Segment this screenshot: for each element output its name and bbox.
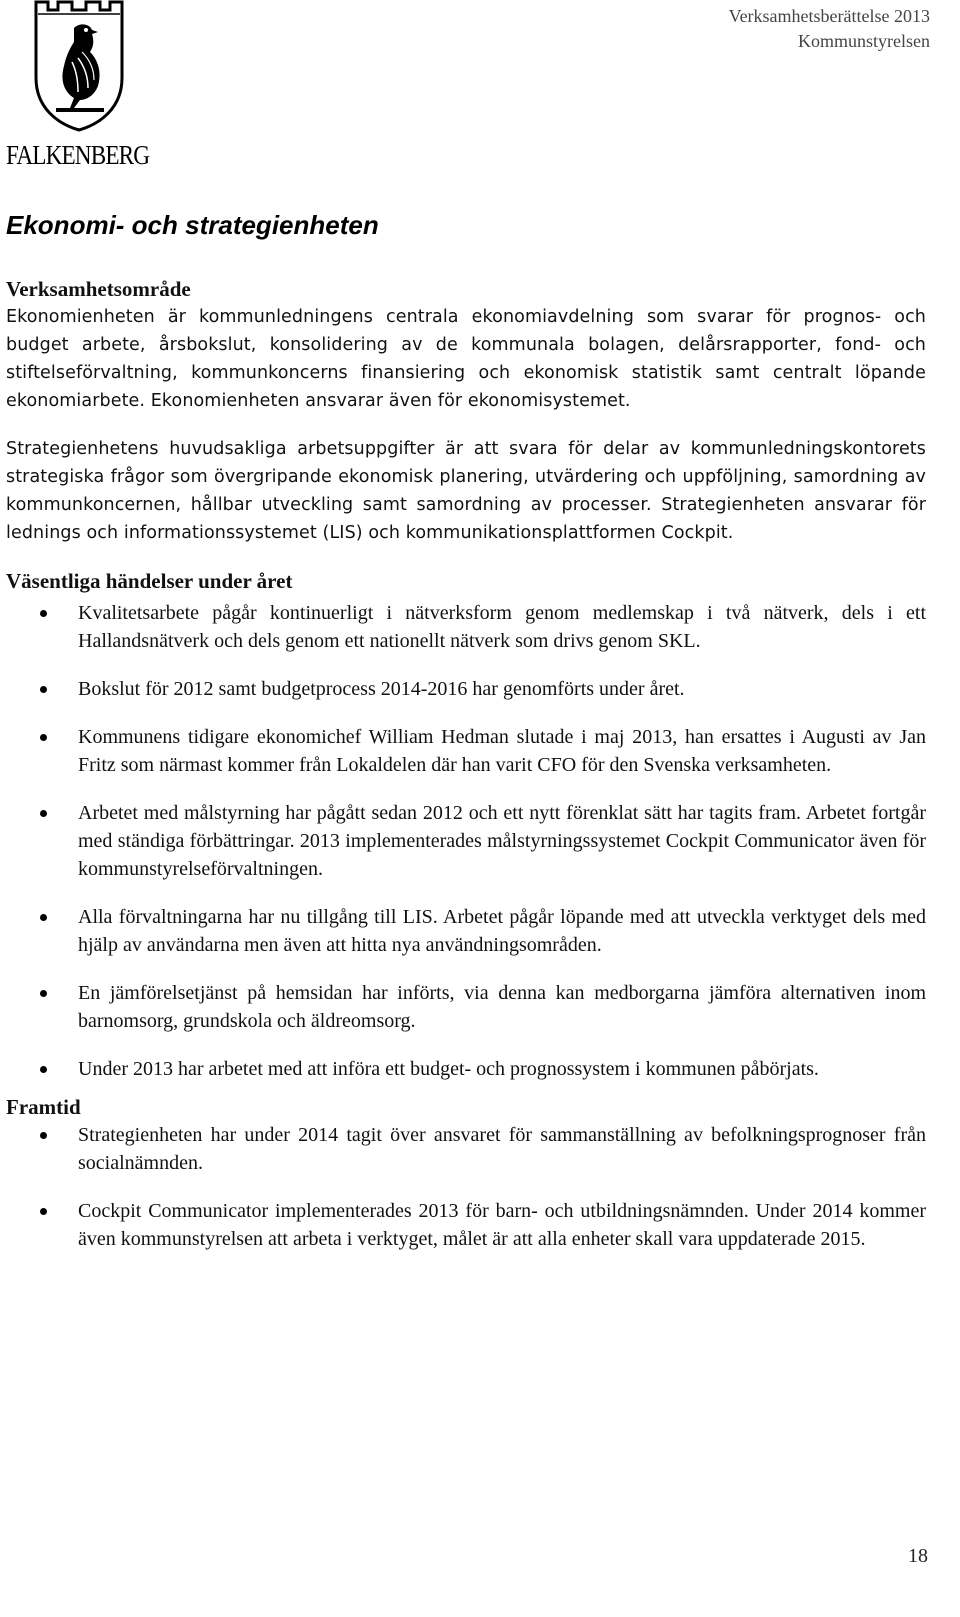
- list-item: Arbetet med målstyrning har pågått sedan 2012 och ett nytt förenklat sätt har tagits fram. Arbetet fortgår med ständiga förbättringar. 2013 implementerades målstyrningssystemet Cockpit Communicator även för kommunstyrelseförvaltningen.: [6, 799, 926, 883]
- list-item: Bokslut för 2012 samt budgetprocess 2014-2016 har genomförts under året.: [6, 675, 926, 703]
- coat-of-arms-falcon-icon: [34, 0, 124, 132]
- department-name: Kommunstyrelsen: [798, 31, 930, 51]
- list-item: Alla förvaltningarna har nu tillgång till LIS. Arbetet pågår löpande med att utveckla verktyget dels med hjälp av användarna men även att hitta nya användningsområden.: [6, 903, 926, 959]
- bullet-icon: [40, 610, 47, 617]
- logo-text: FALKENBERG: [6, 140, 150, 170]
- heading-verksamhetsomrade: Verksamhetsområde: [6, 277, 191, 301]
- list-item: Kvalitetsarbete pågår kontinuerligt i nätverksform genom medlemskap i två nätverk, dels i ett Hallandsnätverk och dels genom ett nationellt nätverk som drivs genom SKL.: [6, 599, 926, 655]
- report-title: Verksamhetsberättelse 2013: [728, 6, 930, 26]
- handelser-list: [6, 599, 926, 1083]
- bullet-icon: [40, 686, 47, 693]
- paragraph-strategienheten: Strategienhetens huvudsakliga arbetsuppgifter är att svara för delar av kommunledningskontorets strategiska frågor som övergripande ekonomisk planering, utvärdering och uppföljning, samordning av kommunkoncernen, hållbar utveckling samt samordning av processer. Strategienheten ansvarar för lednings och informationssystemet (LIS) och kommunikationsplattformen Cockpit.: [6, 439, 926, 543]
- bullet-icon: [40, 1132, 47, 1139]
- list-item: Cockpit Communicator implementerades 2013 för barn- och utbildningsnämnden. Under 2014 kommer även kommunstyrelsen att arbeta i verktyget, målet är att alla enheter skall vara uppdaterade 2015.: [6, 1197, 926, 1253]
- paragraph-ekonomienheten: Ekonomienheten är kommunledningens centrala ekonomiavdelning som svarar för prognos- och budget arbete, årsbokslut, konsolidering av de kommunala bolagen, delårsrapporter, fond- och stiftelseförvaltning, kommunkoncerns finansiering och ekonomisk statistik samt centralt löpande ekonomiarbete. Ekonomienheten ansvarar även för ekonomisystemet.: [6, 307, 926, 411]
- bullet-icon: [40, 990, 47, 997]
- framtid-list: [6, 1121, 926, 1253]
- bullet-icon: [40, 1066, 47, 1073]
- page-title: Ekonomi- och strategienheten: [6, 210, 379, 240]
- bullet-icon: [40, 810, 47, 817]
- list-item: Under 2013 har arbetet med att införa ett budget- och prognossystem i kommunen påbörjats.: [6, 1055, 926, 1083]
- bullet-icon: [40, 734, 47, 741]
- heading-vasentliga-handelser: Väsentliga händelser under året: [6, 569, 293, 593]
- list-item: Kommunens tidigare ekonomichef William Hedman slutade i maj 2013, han ersattes i Augusti av Jan Fritz som närmast kommer från Lokaldelen där han varit CFO för den Svenska verksamheten.: [6, 723, 926, 779]
- bullet-icon: [40, 1208, 47, 1215]
- list-item: En jämförelsetjänst på hemsidan har införts, via denna kan medborgarna jämföra alternativen inom barnomsorg, grundskola och äldreomsorg.: [6, 979, 926, 1035]
- list-item: Strategienheten har under 2014 tagit över ansvaret för sammanställning av befolkningsprognoser från socialnämnden.: [6, 1121, 926, 1177]
- bullet-icon: [40, 914, 47, 921]
- running-header: [729, 4, 930, 54]
- heading-framtid: Framtid: [6, 1095, 81, 1119]
- page-number: 18: [908, 1545, 928, 1567]
- falkenberg-logo: [4, 0, 156, 172]
- main-content: [6, 275, 926, 1273]
